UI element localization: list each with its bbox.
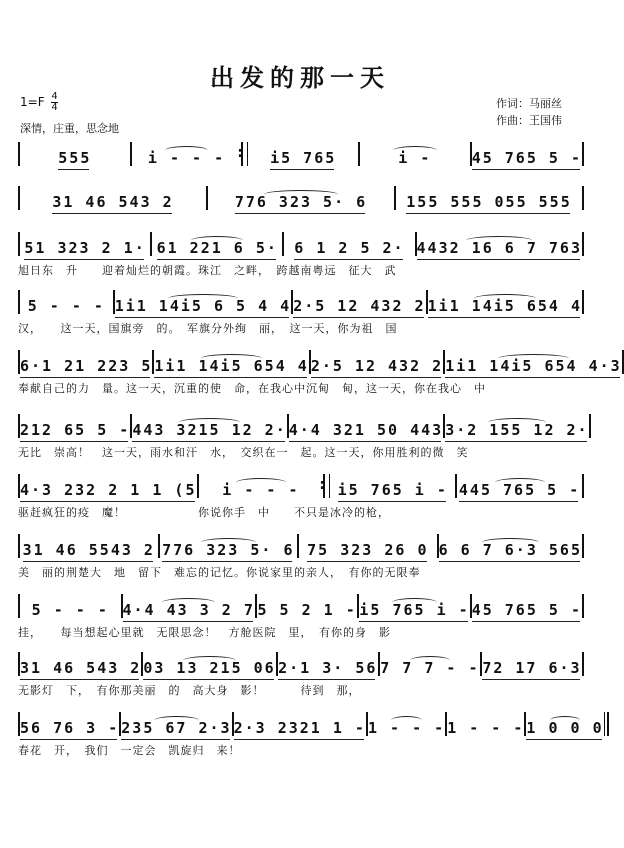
- staff-row: [18, 534, 584, 558]
- key-label: 1=F: [20, 95, 45, 109]
- measure-notes: 6 1 2 5 2·: [294, 239, 405, 257]
- staff-row: [18, 414, 589, 439]
- measure: [20, 298, 113, 314]
- measure-notes: 56 76 3 -: [20, 719, 120, 737]
- measure: [257, 602, 358, 618]
- measure: [526, 720, 603, 736]
- slur-mark: [498, 354, 569, 363]
- measure: [368, 720, 445, 736]
- barline: [582, 290, 584, 314]
- slur-mark: [179, 418, 241, 427]
- measure: [380, 660, 480, 676]
- measure-notes: 61 221 6 5·: [156, 239, 278, 257]
- measure: [20, 482, 197, 498]
- staff-row: [18, 474, 584, 498]
- measure: [359, 602, 469, 618]
- measure-notes: 235 67 2·3: [121, 719, 232, 737]
- barline: [582, 186, 584, 210]
- slur-mark: [191, 236, 243, 245]
- lyric-line: 驱赶疯狂的疫 魔！ 你说你手 中 不只是冰冷的枪，: [18, 506, 390, 519]
- barline: [622, 350, 624, 374]
- measure: [330, 482, 455, 498]
- measure-notes: 2·1 3· 56: [278, 659, 378, 677]
- measure-notes: 31 46 543 2: [20, 659, 142, 677]
- measure: [199, 482, 324, 498]
- measure-notes: 1 - - -: [367, 719, 446, 737]
- measure: [299, 542, 437, 558]
- measure-notes: 4·3 232 2 1 1 (5: [20, 481, 197, 499]
- measure: [208, 194, 394, 210]
- measure-notes: 2·5 12 432 2: [293, 297, 426, 315]
- measure-notes: 1i1 14i5 6 5 4 4: [114, 297, 292, 315]
- barline: [582, 142, 584, 166]
- measure: [20, 150, 130, 166]
- measure-notes: i -: [398, 149, 432, 167]
- measure: [20, 358, 152, 374]
- measure-notes: 03 13 215 06: [143, 659, 276, 677]
- barline: [582, 594, 584, 618]
- measure-notes: i5 765 i -: [337, 481, 448, 499]
- measure: [20, 720, 119, 736]
- measure-notes: 1i1 14i5 654 4·3: [445, 357, 622, 375]
- slur-mark: [201, 354, 263, 363]
- song-title: 出发的那一天: [210, 64, 390, 92]
- time-signature-top: 4: [51, 91, 58, 102]
- measure: [143, 660, 275, 676]
- measure: [445, 358, 622, 374]
- measure-notes: 31 46 543 2: [52, 193, 174, 211]
- lyric-line: 汉， 这一天，国旗旁 的。 军旗分外绚 丽， 这一天，你为祖 国: [18, 322, 398, 335]
- barline: [604, 712, 609, 736]
- measure-notes: 75 323 26 0: [307, 541, 429, 559]
- measure-notes: 1i1 14i5 654 4: [427, 297, 582, 315]
- measure-notes: 1 - - -: [447, 719, 525, 737]
- measure: [20, 660, 141, 676]
- measure: [482, 660, 582, 676]
- measure-notes: 5 - - -: [27, 297, 105, 315]
- performance-direction: 深情，庄重，思念地: [20, 122, 119, 135]
- measure-notes: 3·2 155 12 2·: [445, 421, 589, 439]
- slur-mark: [264, 190, 338, 199]
- slur-mark: [392, 598, 436, 607]
- measure-notes: 4·4 43 3 2 7: [122, 601, 255, 619]
- measure-notes: 72 17 6·3: [482, 659, 582, 677]
- measure: [278, 660, 378, 676]
- slur-mark: [201, 538, 256, 547]
- measure: [154, 358, 308, 374]
- measure: [445, 422, 588, 438]
- measure-notes: 2·3 2321 1 -: [233, 719, 366, 737]
- measure: [123, 602, 255, 618]
- slur-mark: [550, 716, 581, 725]
- slur-mark: [165, 146, 209, 155]
- measure-notes: 212 65 5 -: [20, 421, 131, 439]
- measure-notes: 776 323 5· 6: [234, 193, 368, 211]
- measure-notes: 1 0 0 0: [526, 719, 604, 737]
- measure-notes: 776 323 5· 6: [162, 541, 295, 559]
- measure: [439, 542, 582, 558]
- staff-row: [18, 290, 584, 314]
- measure-notes: 51 323 2 1·: [24, 239, 146, 257]
- measure: [160, 542, 298, 558]
- measure-notes: 2·5 12 432 2: [310, 357, 444, 375]
- measure: [20, 542, 158, 558]
- measure-notes: 4432 16 6 7 763: [416, 239, 582, 257]
- staff-row: [18, 652, 584, 676]
- staff-row: [18, 186, 584, 210]
- measure: [396, 194, 582, 210]
- slur-mark: [154, 716, 198, 725]
- measure: [289, 422, 443, 438]
- measure-notes: 31 46 5543 2: [22, 541, 155, 559]
- lyric-line: 美 丽的荆楚大 地 留下 难忘的记忆。你说家里的亲人， 有你的无限奉: [18, 566, 421, 579]
- staff-row: [18, 232, 584, 256]
- measure: [457, 482, 582, 498]
- measure: [115, 298, 292, 314]
- measure: [360, 150, 470, 166]
- lyric-line: 旭日东 升 迎着灿烂的朝霞。珠江 之畔， 跨越南粤远 征大 武: [18, 264, 397, 277]
- key-signature: [20, 92, 58, 113]
- measure: [20, 240, 150, 256]
- measure-notes: 5 5 2 1 -: [257, 601, 357, 619]
- measure: [20, 422, 130, 438]
- measure: [293, 298, 425, 314]
- measure: [447, 720, 524, 736]
- measure: [428, 298, 582, 314]
- repeat-barline: [241, 142, 248, 166]
- measure-notes: 6·1 21 223 5: [20, 357, 153, 375]
- measure: [20, 602, 121, 618]
- measure-notes: 6 6 7 6·3 565: [438, 541, 582, 559]
- barline: [582, 534, 584, 558]
- measure-notes: 555: [58, 149, 92, 167]
- measure: [248, 150, 358, 166]
- slur-mark: [410, 656, 450, 665]
- measure-notes: 5 - - -: [31, 601, 109, 619]
- measure: [121, 720, 231, 736]
- measure-notes: 45 765 5 -: [471, 601, 582, 619]
- slur-mark: [474, 294, 536, 303]
- measure: [132, 422, 286, 438]
- barline: [589, 414, 591, 438]
- slur-mark: [488, 418, 545, 427]
- measure: [284, 240, 414, 256]
- measure: [417, 240, 582, 256]
- time-signature-bottom: 4: [51, 102, 58, 113]
- lyric-line: 无影灯 下， 有你那美丽 的 高大身 影！ 待到 那，: [18, 684, 361, 697]
- slur-mark: [393, 146, 437, 155]
- slur-mark: [482, 538, 539, 547]
- slur-mark: [162, 598, 215, 607]
- lyric-line: 挂， 每当想起心里就 无限思念！ 方舱医院 里， 有你的身 影: [18, 626, 391, 639]
- measure-notes: i - - -: [147, 149, 226, 167]
- measure: [472, 602, 582, 618]
- lyric-line: 春花 开， 我们 一定会 凯旋归 来！: [18, 744, 241, 757]
- staff-row: [18, 142, 584, 166]
- measure: [152, 240, 282, 256]
- lyric-line: 奉献自己的力 量。这一天，沉重的使 命，在我心中沉甸 甸，这一天，你在我心 中: [18, 382, 486, 395]
- measure: [20, 194, 206, 210]
- measure-notes: i5 765: [270, 149, 337, 167]
- measure-notes: 45 765 5 -: [471, 149, 582, 167]
- slur-mark: [495, 478, 545, 487]
- staff-row: [18, 350, 622, 375]
- measure-notes: 1i1 14i5 654 4: [154, 357, 309, 375]
- lyric-line: 无比 崇高！ 这一天，雨水和汗 水， 交织在一 起。这一天，你用胜利的微 笑: [18, 446, 469, 459]
- measure-notes: 4·4 321 50 443: [288, 421, 444, 439]
- measure-notes: i5 765 i -: [359, 601, 470, 619]
- measure: [472, 150, 582, 166]
- slur-mark: [466, 236, 532, 245]
- barline: [582, 232, 584, 256]
- measure-notes: 445 765 5 -: [458, 481, 581, 499]
- measure: [311, 358, 443, 374]
- time-signature: [51, 92, 57, 113]
- measure: [234, 720, 366, 736]
- staff-row: [18, 594, 584, 618]
- measure-notes: 7 7 7 - -: [380, 659, 480, 677]
- measure-notes: i - - -: [222, 481, 300, 499]
- slur-mark: [168, 294, 239, 303]
- composer-credit: 作曲：王国伟: [496, 114, 562, 127]
- measure-notes: 443 3215 12 2·: [132, 421, 287, 439]
- measure: [132, 150, 242, 166]
- measure-notes: 155 555 055 555: [406, 193, 572, 211]
- barline: [582, 652, 584, 676]
- slur-mark: [236, 478, 286, 487]
- barline: [582, 474, 584, 498]
- repeat-barline: [323, 474, 330, 498]
- slur-mark: [183, 656, 236, 665]
- lyricist-credit: 作词：马丽丝: [496, 97, 562, 110]
- slur-mark: [391, 716, 422, 725]
- staff-row: [18, 712, 604, 737]
